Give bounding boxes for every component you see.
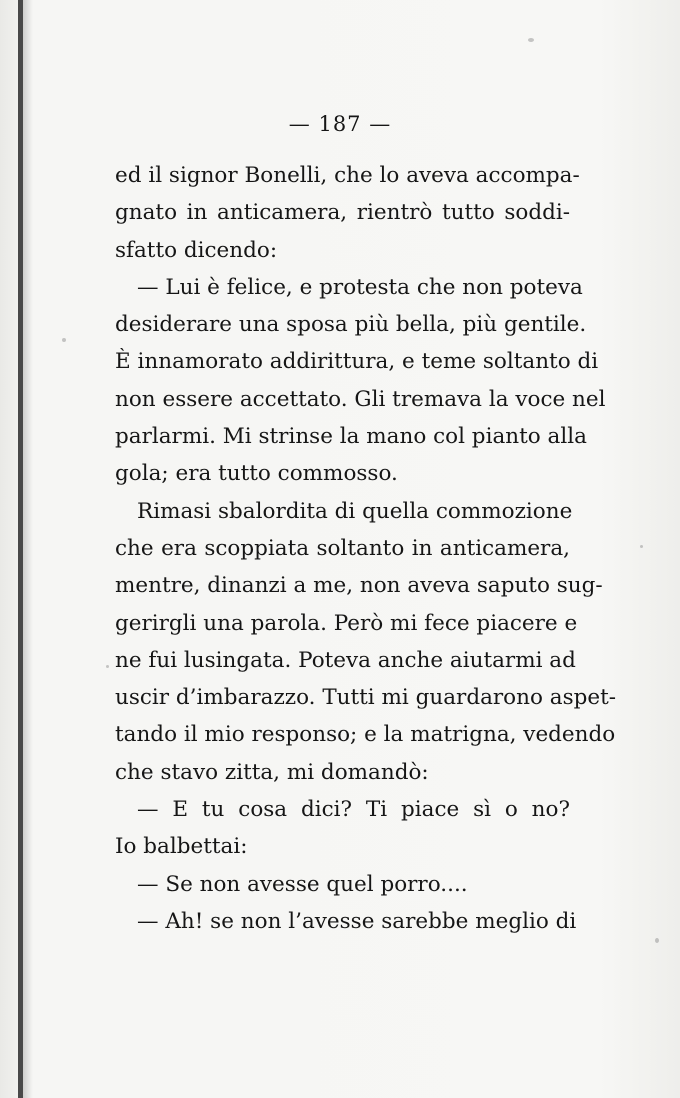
text-line: È innamorato addirittura, e teme soltanto di [115, 349, 599, 375]
text-line: parlarmi. Mi strinse la mano col pianto alla [115, 424, 587, 450]
paper-speck [62, 338, 66, 342]
text-line: — Lui è felice, e protesta che non poteva [137, 274, 583, 300]
text-line: desiderare una sposa più bella, più gentile. [115, 312, 587, 338]
text-line: — E tu cosa dici? Ti piace sì o no? [137, 797, 570, 823]
text-line: che stavo zitta, mi domandò: [115, 759, 429, 785]
text-line: tando il mio responso; e la matrigna, vedendo [115, 722, 616, 748]
text-line: Io balbettai: [115, 834, 248, 860]
paper-speck [106, 665, 109, 668]
text-line: che era scoppiata soltanto in anticamera, [115, 535, 570, 561]
text-line: gnato in anticamera, rientrò tutto soddi- [115, 200, 570, 226]
page-number: — 187 — [288, 112, 392, 136]
text-line: ne fui lusingata. Poteva anche aiutarmi ad [115, 647, 576, 673]
paper-speck [640, 545, 643, 548]
paper-speck [528, 38, 534, 42]
text-line: non essere accettato. Gli tremava la voce nel [115, 386, 606, 412]
text-line: ed il signor Bonelli, che lo aveva accompa- [115, 163, 580, 188]
text-line: Rimasi sbalordita di quella commozione [137, 498, 573, 524]
text-line: — Ah! se non l’avesse sarebbe meglio di [137, 908, 577, 934]
text-line: gerirgli una parola. Però mi fece piacere e [115, 610, 578, 636]
binding-shadow [23, 0, 33, 1098]
text-line: gola; era tutto commosso. [115, 461, 398, 487]
text-line: sfatto dicendo: [115, 237, 278, 263]
paper-speck [655, 938, 659, 943]
text-line: — Se non avesse quel porro.... [137, 871, 468, 897]
body-text [115, 157, 616, 940]
text-line: uscir d’imbarazzo. Tutti mi guardarono aspet- [115, 685, 616, 711]
text-line: mentre, dinanzi a me, non aveva saputo sug- [115, 573, 603, 599]
